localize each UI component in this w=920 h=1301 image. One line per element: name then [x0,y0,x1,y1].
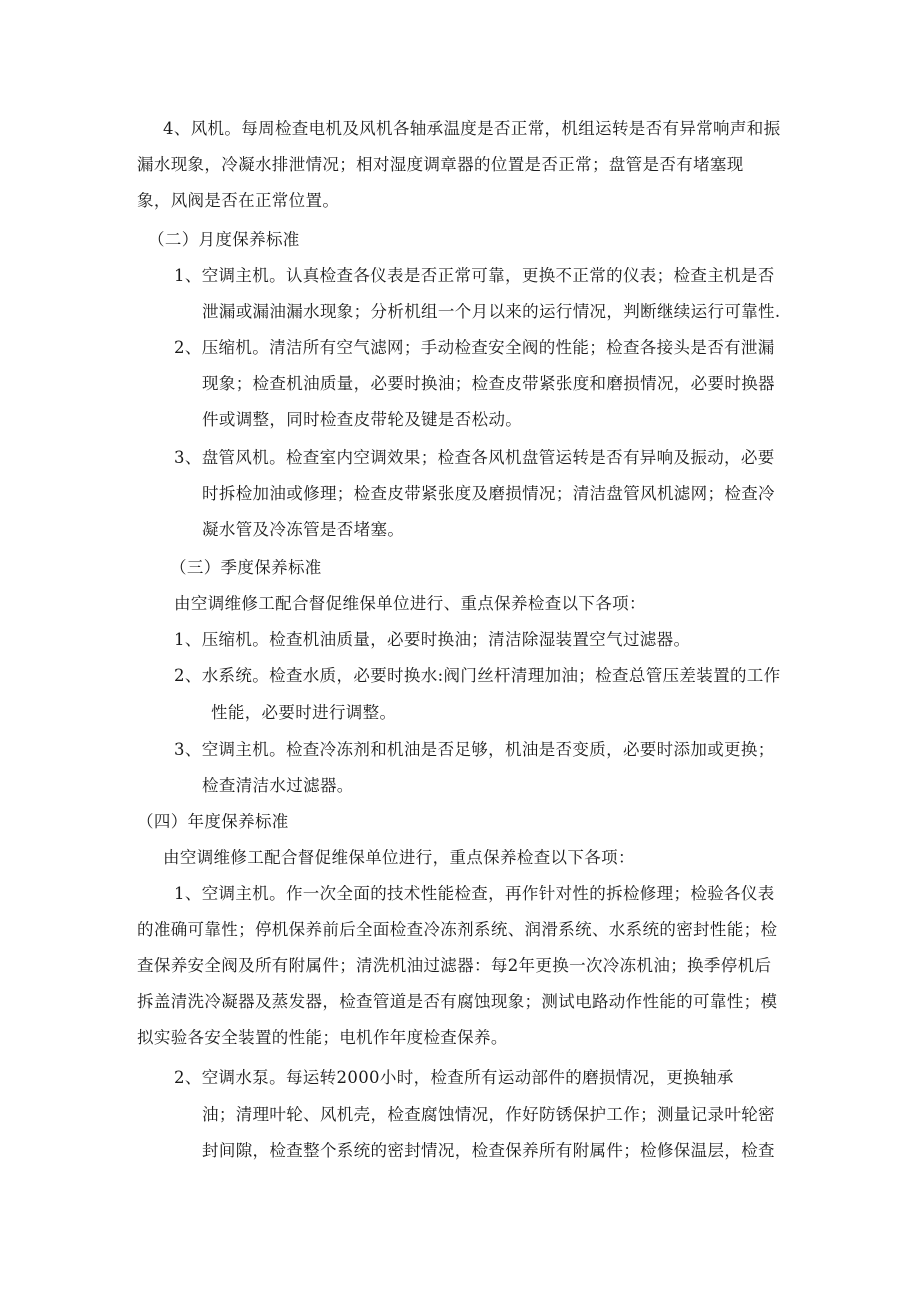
text-line: 象，风阀是否在正常位置。 [137,191,340,210]
section-heading: （三）季度保养标准 [170,558,322,577]
text-line: 1、空调主机。认真检查各仪表是否正常可靠，更换不正常的仪表；检查主机是否 [174,266,775,285]
text-line: 3、空调主机。检查冷冻剂和机油是否足够，机油是否变质，必要时添加或更换； [174,740,775,759]
text-line: 拆盖清洗冷凝器及蒸发器，检查管道是否有腐蚀现象；测试电路动作性能的可靠性；模 [137,992,778,1011]
text-line: 2、空调水泵。每运转2000小时，检查所有运动部件的磨损情况，更换轴承 [174,1068,734,1087]
text-line: 漏水现象，冷凝水排泄情况；相对湿度调章器的位置是否正常；盘管是否有堵塞现 [137,155,744,174]
text-line: 2、压缩机。清洁所有空气滤网；手动检查安全阀的性能；检查各接头是否有泄漏 [174,338,775,357]
text-line: 由空调维修工配合督促维保单位进行，重点保养检查以下各项： [163,848,635,867]
section-heading: （二）月度保养标准 [148,230,300,249]
text-line: 1、空调主机。作一次全面的技术性能检查，再作针对性的拆检修理；检验各仪表 [174,884,775,903]
text-line: 1、压缩机。检查机油质量，必要时换油；清洁除湿装置空气过滤器。 [174,630,691,649]
text-line: 凝水管及冷冻管是否堵塞。 [202,520,405,539]
text-line: 现象；检查机油质量，必要时换油；检查皮带紧张度和磨损情况，必要时换器 [202,374,775,393]
text-line: 查保养安全阀及所有附属件；清洗机油过滤器：每2年更换一次冷冻机油；换季停机后 [137,956,772,975]
text-line: 4、风机。每周检查电机及风机各轴承温度是否正常，机组运转是否有异常响声和振 [163,119,781,138]
text-line: 的准确可靠性；停机保养前后全面检查冷冻剂系统、润滑系统、水系统的密封性能；检 [137,920,778,939]
text-line: 泄漏或漏油漏水现象；分析机组一个月以来的运行情况，判断继续运行可靠性. [202,302,781,321]
text-line: 性能，必要时进行调整。 [211,703,397,722]
text-line: 封间隙，检查整个系统的密封情况，检查保养所有附属件；检修保温层，检查 [202,1141,775,1160]
text-line: 由空调维修工配合督促维保单位进行、重点保养检查以下各项： [174,594,646,613]
text-line: 2、水系统。检查水质，必要时换水:阀门丝杆清理加油；检查总管压差装置的工作 [174,666,781,685]
text-line: 3、盘管风机。检查室内空调效果；检查各风机盘管运转是否有异响及振动，必要 [174,448,775,467]
text-line: 件或调整，同时检查皮带轮及键是否松动。 [202,410,523,429]
text-line: 油；清理叶轮、风机壳，检查腐蚀情况，作好防锈保护工作；测量记录叶轮密 [202,1105,775,1124]
text-line: 检查清洁水过滤器。 [202,776,354,795]
section-heading: （四）年度保养标准 [137,812,289,831]
text-line: 时拆检加油或修理；检查皮带紧张度及磨损情况；清洁盘管风机滤网；检查冷 [202,484,775,503]
text-line: 拟实验各安全装置的性能；电机作年度检查保养。 [137,1028,508,1047]
